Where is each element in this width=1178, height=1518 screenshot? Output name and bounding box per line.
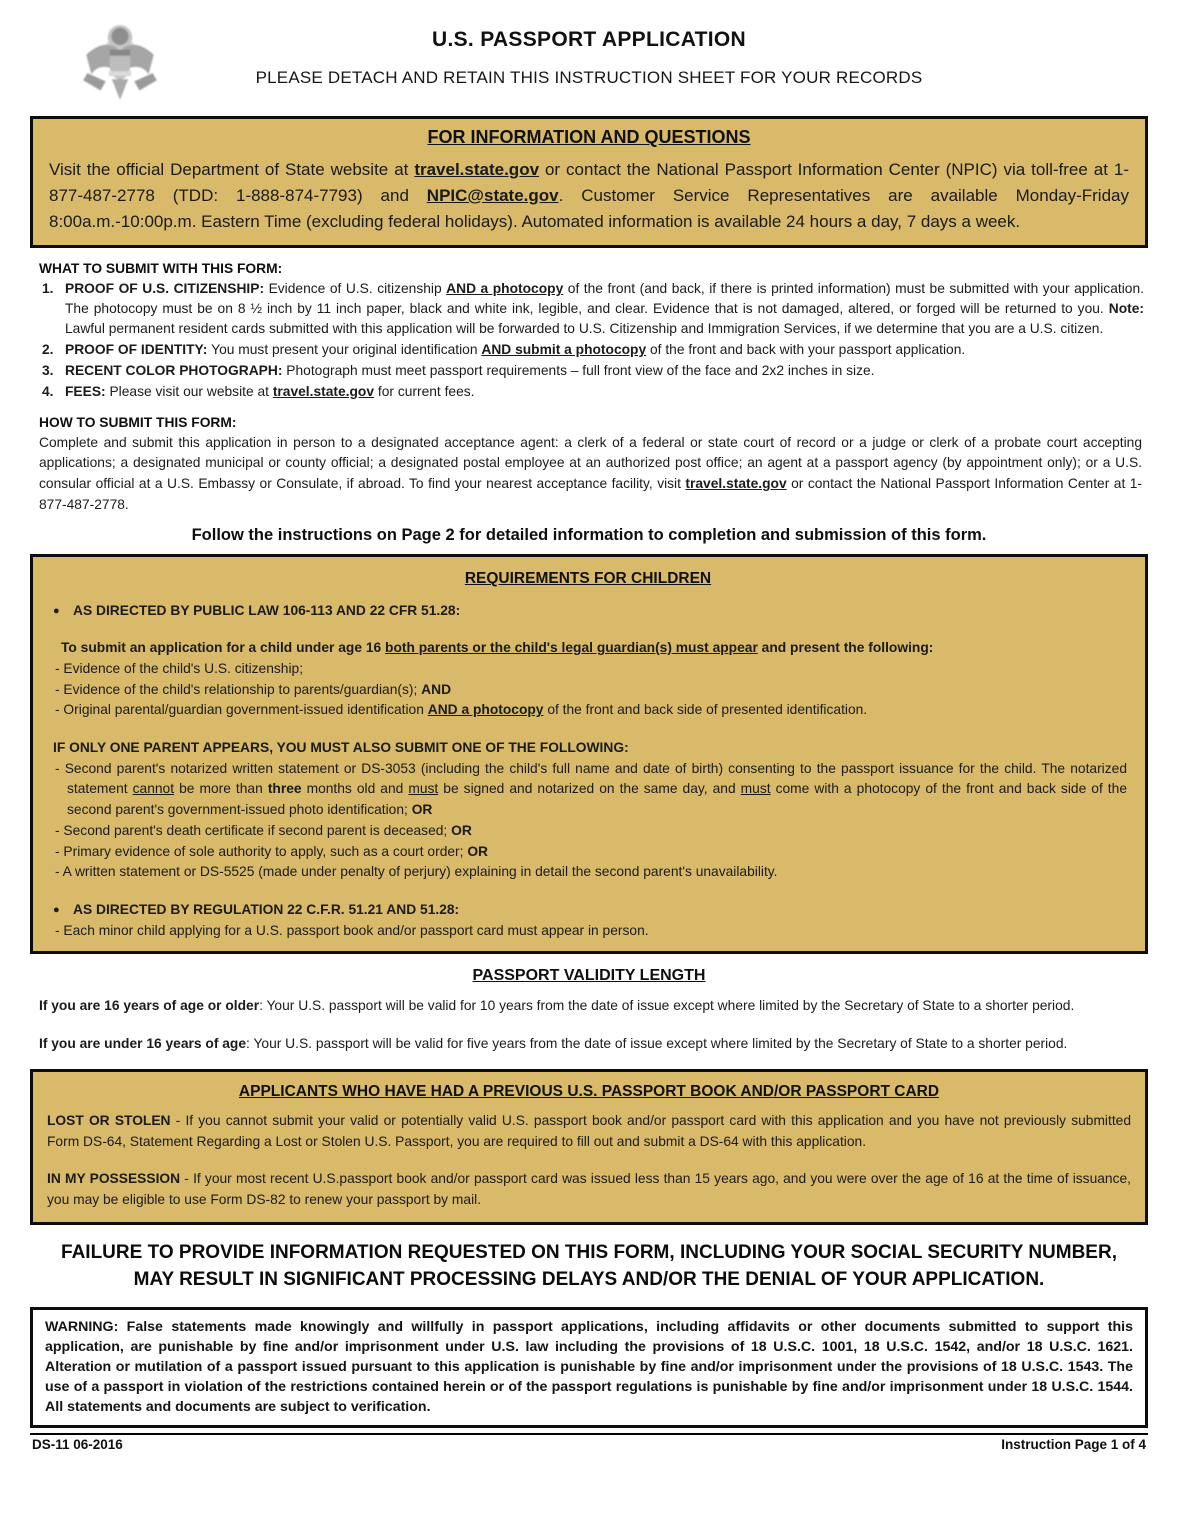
validity-16-older-para bbox=[30, 996, 1148, 1017]
text-segment: both parents or the child's legal guardian(s) must appear bbox=[385, 640, 758, 656]
text-segment: - Evidence of the child's relationship to parents/guardian(s); bbox=[55, 681, 422, 697]
text-segment: must bbox=[740, 781, 771, 797]
bullet-icon: ● bbox=[53, 604, 60, 617]
form-title: U.S. PASSPORT APPLICATION bbox=[432, 28, 746, 51]
text-segment: To submit an application for a child under age 16 bbox=[61, 640, 386, 656]
failure-warning-note: FAILURE TO PROVIDE INFORMATION REQUESTED ON THIS FORM, INCLUDING YOUR SOCIAL SECURITY NUMBER, MAY RESULT IN SIGNIFICANT PROCESSING DELAYS AND/OR THE DENIAL OF YOUR APPLICATION. bbox=[61, 1241, 1117, 1290]
one-parent-item bbox=[47, 862, 1129, 883]
children-requirements-box bbox=[30, 554, 1148, 954]
text-segment: of the front (and back, if there is printed information) must be submitted with your application. The photocopy must be on 8 ½ inch by 11 inch paper, black and white ink, legible, and clear. Evidence that is not damaged, altered, or forged will be returned to you. bbox=[65, 281, 1144, 317]
text-segment: and present the following: bbox=[757, 640, 934, 656]
item-text bbox=[65, 342, 965, 357]
previous-passport-box bbox=[30, 1069, 1148, 1225]
text-segment: of the front and back with your passport application. bbox=[646, 342, 966, 358]
text-segment: If you are 16 years of age or older bbox=[39, 998, 260, 1014]
text-segment: : Your U.S. passport will be valid for five years from the date of issue except where limited by the Secretary of State to a shorter period. bbox=[246, 1035, 1068, 1051]
text-segment: Evidence of U.S. citizenship bbox=[268, 281, 447, 297]
what-to-submit-list bbox=[30, 279, 1148, 401]
submit-item-photograph bbox=[30, 361, 1148, 381]
text-segment: - A written statement or DS-5525 (made under penalty of perjury) explaining in detail the second parent's unavailability. bbox=[55, 864, 778, 880]
text-segment: If you are under 16 years of age bbox=[39, 1035, 247, 1051]
submit-item-fees bbox=[30, 382, 1148, 402]
how-to-submit-section bbox=[30, 415, 1148, 516]
text-segment: LOST OR STOLEN bbox=[47, 1112, 171, 1128]
item-text bbox=[65, 363, 875, 378]
text-segment: PROOF OF IDENTITY: bbox=[65, 342, 212, 358]
text-segment: . Customer Service Representatives are available Monday-Friday 8:00a.m.-10:00p.m. Eastern Time (excluding federal holidays). Automated information is available 24 hours a day, 7 days a week. bbox=[49, 185, 1129, 231]
children-box-title: REQUIREMENTS FOR CHILDREN bbox=[464, 570, 712, 588]
text-segment: - Original parental/guardian government-issued identification bbox=[55, 702, 428, 718]
text-segment: : Your U.S. passport will be valid for 10 years from the date of issue except where limited by the Secretary of State to a shorter period. bbox=[259, 998, 1075, 1014]
text-segment: AND a photocopy bbox=[427, 702, 544, 718]
text-segment: three bbox=[267, 781, 302, 797]
text-segment: Please visit our website at bbox=[109, 383, 273, 399]
item-number: 4. bbox=[42, 383, 54, 399]
item-text bbox=[65, 384, 475, 399]
submit-item-identity bbox=[30, 340, 1148, 360]
item-number: 3. bbox=[42, 362, 54, 378]
item-number: 2. bbox=[42, 342, 54, 358]
child-submit-heading bbox=[47, 638, 1129, 659]
text-segment: - Evidence of the child's U.S. citizenship; bbox=[55, 661, 304, 677]
bullet-icon: ● bbox=[53, 903, 60, 916]
text-segment: Lawful permanent resident cards submitted with this application will be forwarded to U.S. Citizenship and Immigration Services, if we determine that you are a U.S. citizen. bbox=[65, 321, 1104, 337]
text-segment: RECENT COLOR PHOTOGRAPH: bbox=[65, 362, 287, 378]
text-segment: PROOF OF U.S. CITIZENSHIP: bbox=[65, 281, 269, 297]
validity-under-16-para bbox=[30, 1034, 1148, 1055]
header bbox=[30, 18, 1148, 114]
travel-state-gov-link[interactable]: travel.state.gov bbox=[685, 476, 787, 492]
item-number: 1. bbox=[42, 281, 54, 297]
text-segment: Photograph must meet passport requirements – full front view of the face and 2x2 inches in size. bbox=[286, 362, 875, 378]
regulation-item bbox=[47, 921, 1129, 942]
text-segment: or contact the National Passport Information Center at 1-877-487-2778. bbox=[39, 476, 1143, 512]
travel-state-gov-link[interactable]: travel.state.gov bbox=[272, 383, 375, 399]
text-segment: - If your most recent U.S.passport book and/or passport card was issued less than 15 years ago, and you were over the age of 16 at the time of issuance, you may be eligible to use Form DS-82 to renew your passport by mail. bbox=[47, 1171, 1132, 1207]
text-segment: - Primary evidence of sole authority to apply, such as a court order; bbox=[55, 843, 468, 859]
one-parent-heading bbox=[47, 738, 1129, 759]
one-parent-heading-text: IF ONLY ONE PARENT APPEARS, YOU MUST ALSO SUBMIT ONE OF THE FOLLOWING: bbox=[53, 740, 629, 756]
child-evidence-item bbox=[47, 680, 1129, 701]
text-segment: You must present your original identification bbox=[211, 342, 482, 358]
text-segment: OR bbox=[451, 822, 472, 838]
previous-passport-title: APPLICANTS WHO HAVE HAD A PREVIOUS U.S. PASSPORT BOOK AND/OR PASSPORT CARD bbox=[238, 1082, 940, 1100]
validity-heading: PASSPORT VALIDITY LENGTH bbox=[472, 967, 706, 985]
text-segment: - If you cannot submit your valid or potentially valid U.S. passport book and/or passport card with this application and you have not previously submitted Form DS-64, Statement Regarding a Lost or Stolen U.S. Passport, you are required to fill out and submit a DS-64 with this application. bbox=[47, 1112, 1132, 1149]
text-segment: OR bbox=[467, 843, 489, 859]
text-segment: cannot bbox=[132, 781, 175, 797]
text-segment: OR bbox=[411, 802, 433, 818]
text-segment: - Each minor child applying for a U.S. passport book and/or passport card must appear in person. bbox=[55, 922, 649, 938]
text-segment: Visit the official Department of State website at bbox=[49, 160, 415, 179]
form-subtitle: PLEASE DETACH AND RETAIN THIS INSTRUCTION SHEET FOR YOUR RECORDS bbox=[255, 68, 923, 87]
text-segment: come with a photocopy of the front and back side of the second parent's government-issued photo identification; bbox=[67, 781, 1127, 818]
info-box-title: FOR INFORMATION AND QUESTIONS bbox=[427, 127, 751, 147]
great-seal-eagle-icon bbox=[74, 20, 166, 112]
travel-state-gov-link[interactable]: travel.state.gov bbox=[414, 160, 540, 179]
warning-box bbox=[30, 1307, 1148, 1429]
how-to-submit-heading: HOW TO SUBMIT THIS FORM: bbox=[39, 414, 237, 430]
text-segment: Complete and submit this application in person to a designated acceptance agent: a clerk of a federal or state court of record or a judge or clerk of a probate court accepting applications; a designated municipal or county official; a designated postal employee at an authorized post office; an agent at a passport agency (by appointment only); or a U.S. consular official at a U.S. Embassy or Consulate, if abroad. To find your nearest acceptance facility, visit bbox=[39, 434, 1142, 492]
form-number: DS-11 06-2016 bbox=[32, 1437, 123, 1453]
public-law-heading bbox=[47, 601, 1129, 622]
text-segment: IN MY POSSESSION bbox=[47, 1171, 181, 1187]
how-to-submit-body bbox=[30, 433, 1148, 516]
in-my-possession-para bbox=[47, 1169, 1131, 1210]
info-box bbox=[30, 116, 1148, 248]
what-to-submit-heading: WHAT TO SUBMIT WITH THIS FORM: bbox=[39, 261, 283, 277]
child-evidence-item bbox=[47, 659, 1129, 680]
regulation-heading-text: AS DIRECTED BY REGULATION 22 C.F.R. 51.21 AND 51.28: bbox=[73, 901, 460, 917]
one-parent-item bbox=[47, 821, 1129, 842]
text-segment: must bbox=[408, 781, 439, 797]
text-segment: for current fees. bbox=[374, 383, 475, 399]
text-segment: Note: bbox=[1108, 301, 1144, 317]
text-segment: AND bbox=[421, 681, 452, 697]
follow-instructions-note: Follow the instructions on Page 2 for detailed information to completion and submission of this form. bbox=[191, 526, 987, 545]
footer bbox=[30, 1433, 1148, 1452]
what-to-submit-section bbox=[30, 261, 1148, 401]
page-number: Instruction Page 1 of 4 bbox=[1001, 1437, 1146, 1453]
public-law-heading-text: AS DIRECTED BY PUBLIC LAW 106-113 AND 22 CFR 51.28: bbox=[73, 602, 461, 618]
one-parent-item bbox=[47, 842, 1129, 863]
text-segment: or contact the National Passport Information Center (NPIC) via toll-free at 1-877-487-2778 (TDD: 1-888-874-7793) and bbox=[49, 160, 1129, 205]
text-segment: be signed and notarized on the same day, and bbox=[438, 781, 741, 797]
submit-item-citizenship bbox=[30, 279, 1148, 339]
one-parent-item bbox=[47, 759, 1129, 821]
child-evidence-item bbox=[47, 700, 1129, 721]
text-segment: FEES: bbox=[65, 383, 110, 399]
info-box-body bbox=[49, 157, 1129, 234]
npic-email-link[interactable]: NPIC@state.gov bbox=[426, 185, 559, 205]
text-segment: AND a photocopy bbox=[446, 281, 564, 297]
text-segment: be more than bbox=[174, 781, 268, 797]
regulation-heading bbox=[47, 900, 1129, 921]
text-segment: AND submit a photocopy bbox=[481, 342, 647, 358]
text-segment: - Second parent's notarized written statement or DS-3053 (including the child's full name and date of birth) consenting to the passport issuance for the child. The notarized statement bbox=[55, 760, 1127, 797]
lost-or-stolen-para bbox=[47, 1111, 1131, 1152]
warning-text: WARNING: False statements made knowingly and willfully in passport applications, including affidavits or other documents submitted to support this application, are punishable by fine and/or imprisonment under U.S. law including the provisions of 18 U.S.C. 1001, 18 U.S.C. 1542, and/or 18 U.S.C. 1621. Alteration or mutilation of a passport issued pursuant to this application is punishable by fine and/or imprisonment under the provisions of 18 U.S.C. 1543. The use of a passport in violation of the restrictions contained herein or of the passport regulations is punishable by fine and/or imprisonment under 18 U.S.C. 1544. All statements and documents are subject to verification. bbox=[45, 1318, 1133, 1416]
text-segment: of the front and back side of presented identification. bbox=[543, 702, 868, 718]
item-text bbox=[65, 281, 1144, 336]
text-segment: - Second parent's death certificate if second parent is deceased; bbox=[55, 822, 452, 838]
text-segment: months old and bbox=[301, 781, 409, 797]
